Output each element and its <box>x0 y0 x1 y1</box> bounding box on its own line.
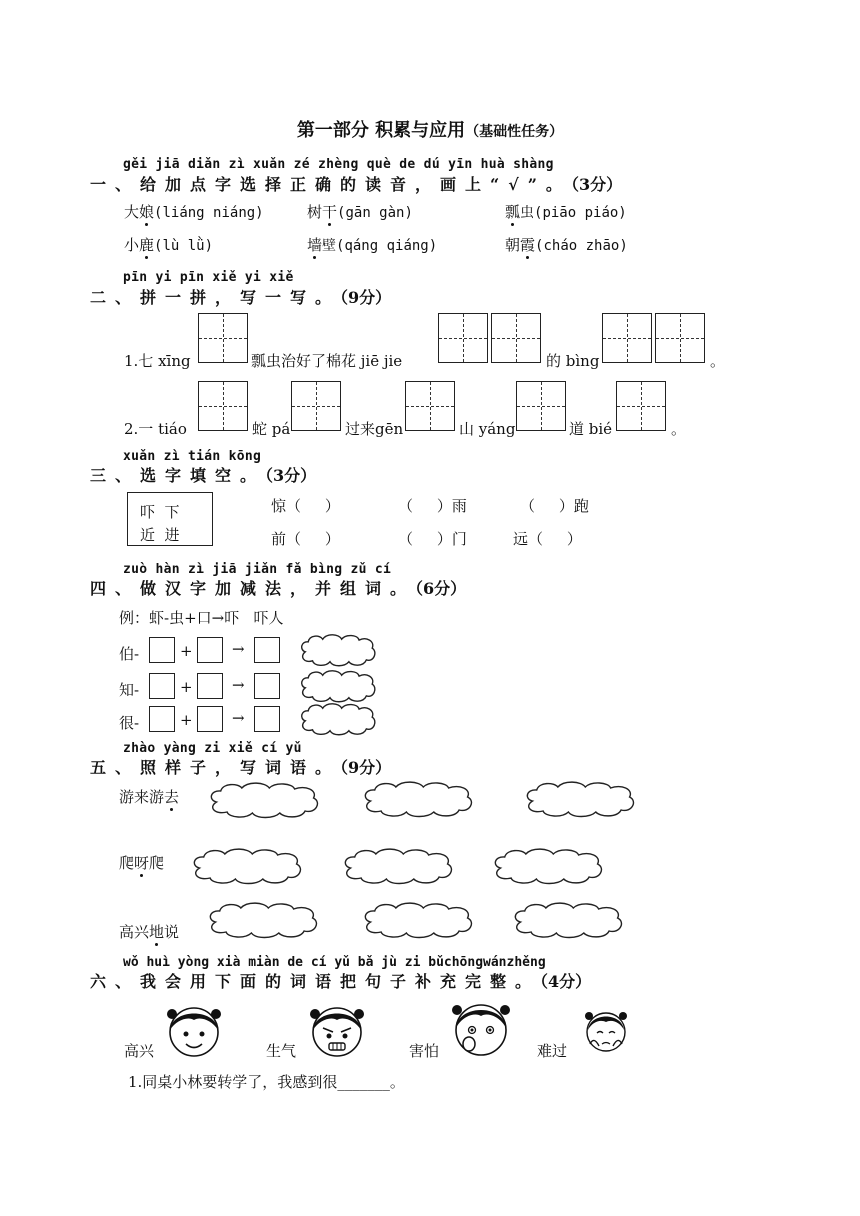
tianzige-box[interactable] <box>291 381 341 431</box>
s6-heading: 六、我会用下面的词语把句子补充完整。（4分） <box>90 972 592 991</box>
angry-face-icon <box>303 1000 371 1058</box>
s2-line2-text: 过来gēn <box>345 420 404 438</box>
word-cloud-input[interactable] <box>205 900 321 940</box>
s2-line1-text: 1.七 xīng <box>124 352 191 370</box>
s1-item: 树干(gān gàn) <box>307 203 413 221</box>
word-cloud-input[interactable] <box>298 632 378 668</box>
s2-line1-text: 。 <box>710 352 726 370</box>
s3-heading: 三、选字填空。（3分） <box>90 466 317 485</box>
sad-face-icon <box>580 1002 632 1056</box>
fill-blank[interactable]: 前（ ） <box>271 530 340 548</box>
fill-blank[interactable]: 远（ ） <box>513 530 582 548</box>
s4-example: 例：虾-虫+口→吓 吓人 <box>119 609 284 627</box>
word-cloud-input[interactable] <box>522 779 638 819</box>
answer-square[interactable] <box>254 637 280 663</box>
s2-heading: 二、拼一拼，写一写。（9分） <box>90 288 392 307</box>
answer-square[interactable] <box>197 673 223 699</box>
arrow-icon: → <box>232 709 245 727</box>
s2-line2-text: 山 yáng <box>459 420 516 438</box>
plus-sign: + <box>180 711 193 729</box>
plus-sign: + <box>180 678 193 696</box>
emotion-word: 害怕 <box>409 1042 440 1060</box>
emotion-word: 高兴 <box>124 1042 155 1060</box>
happy-face-icon <box>160 1000 228 1058</box>
s5-heading: 五、照样子，写词语。（9分） <box>90 758 392 777</box>
answer-square[interactable] <box>149 637 175 663</box>
fill-blank[interactable]: （ ）跑 <box>520 497 589 515</box>
word-cloud-input[interactable] <box>360 779 476 819</box>
answer-square[interactable] <box>197 706 223 732</box>
s5-pinyin: zhào yàng zi xiě cí yǔ <box>123 741 302 756</box>
s5-example-word: 高兴地说 <box>119 923 180 941</box>
s2-line2-text: 道 bié <box>569 420 613 438</box>
word-choice-row: 近 进 <box>140 526 180 544</box>
emotion-word: 生气 <box>266 1042 297 1060</box>
word-cloud-input[interactable] <box>340 846 456 886</box>
s4-row-label: 知- <box>119 681 140 699</box>
s2-line2-text: 蛇 pá <box>252 420 291 438</box>
s1-item: 小鹿(lù lǜ) <box>124 236 214 254</box>
s4-row-label: 伯- <box>119 645 140 663</box>
fill-blank[interactable]: （ ）雨 <box>398 497 467 515</box>
s4-heading: 四、做汉字加减法，并组词。（6分） <box>90 579 467 598</box>
emotion-word: 难过 <box>537 1042 568 1060</box>
s1-item: 墙壁(qáng qiáng) <box>307 236 438 254</box>
tianzige-box[interactable] <box>602 313 652 363</box>
word-cloud-input[interactable] <box>360 900 476 940</box>
answer-square[interactable] <box>149 706 175 732</box>
word-choice-row: 吓 下 <box>140 503 180 521</box>
word-cloud-input[interactable] <box>298 668 378 704</box>
arrow-icon: → <box>232 676 245 694</box>
s1-pinyin: gěi jiā diǎn zì xuǎn zé zhèng què de dú yīn huà shàng <box>123 157 554 172</box>
fill-blank[interactable]: 惊（ ） <box>271 497 340 515</box>
tianzige-box[interactable] <box>491 313 541 363</box>
answer-square[interactable] <box>149 673 175 699</box>
s4-row-label: 很- <box>119 714 140 732</box>
s6-pinyin: wǒ huì yòng xià miàn de cí yǔ bǎ jù zi bǔchōngwánzhěng <box>123 955 546 970</box>
s2-pinyin: pīn yi pīn xiě yi xiě <box>123 270 294 285</box>
word-cloud-input[interactable] <box>298 701 378 737</box>
tianzige-box[interactable] <box>655 313 705 363</box>
s5-example-word: 游来游去 <box>119 788 180 806</box>
s2-line2-text: 。 <box>671 420 687 438</box>
tianzige-box[interactable] <box>405 381 455 431</box>
tianzige-box[interactable] <box>616 381 666 431</box>
s2-line1-text: 的 bìng <box>546 352 600 370</box>
s1-heading: 一、给加点字选择正确的读音，画上“√”。（3分） <box>90 175 623 194</box>
s3-pinyin: xuǎn zì tián kōng <box>123 449 262 464</box>
word-cloud-input[interactable] <box>510 900 626 940</box>
arrow-icon: → <box>232 640 245 658</box>
s6-sentence[interactable]: 1.同桌小林要转学了，我感到很_______。 <box>128 1073 405 1091</box>
s2-line1-text: 瓢虫治好了棉花 jiē jie <box>251 352 403 370</box>
tianzige-box[interactable] <box>438 313 488 363</box>
answer-square[interactable] <box>197 637 223 663</box>
s1-item: 瓢虫(piāo piáo) <box>505 203 627 221</box>
answer-square[interactable] <box>254 706 280 732</box>
plus-sign: + <box>180 642 193 660</box>
scared-face-icon <box>445 996 517 1058</box>
tianzige-box[interactable] <box>198 313 248 363</box>
tianzige-box[interactable] <box>198 381 248 431</box>
word-cloud-input[interactable] <box>189 846 305 886</box>
tianzige-box[interactable] <box>516 381 566 431</box>
word-cloud-input[interactable] <box>206 780 322 820</box>
s5-example-word: 爬呀爬 <box>119 854 165 872</box>
s1-item: 朝霞(cháo zhāo) <box>505 236 628 254</box>
word-cloud-input[interactable] <box>490 846 606 886</box>
s1-item: 大娘(liáng niáng) <box>124 203 264 221</box>
s2-line2-text: 2.一 tiáo <box>124 420 187 438</box>
page-title: 第一部分 积累与应用（基础性任务） <box>296 120 564 141</box>
answer-square[interactable] <box>254 673 280 699</box>
s4-pinyin: zuò hàn zì jiā jiǎn fǎ bìng zǔ cí <box>123 562 392 577</box>
fill-blank[interactable]: （ ）门 <box>398 530 467 548</box>
